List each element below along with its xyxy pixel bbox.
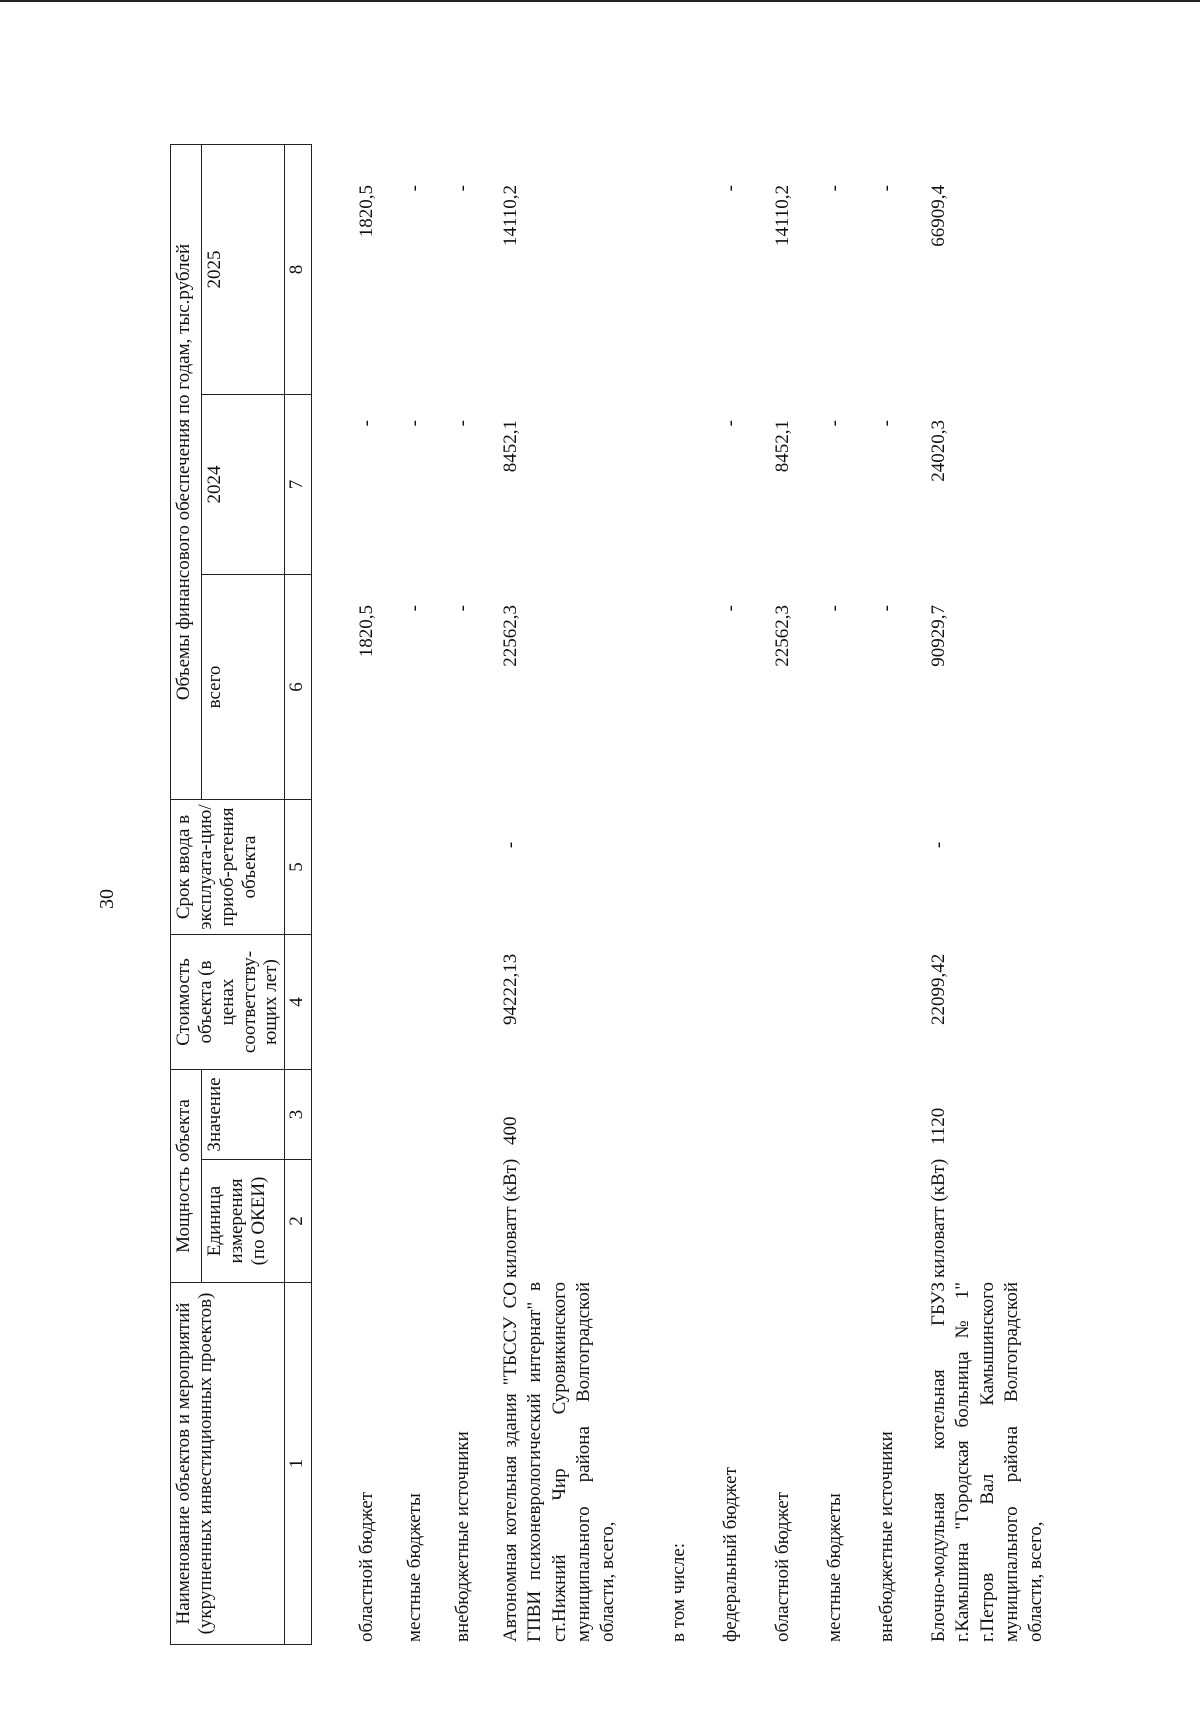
header-capacity: Мощность объекта — [171, 1070, 202, 1283]
table-row — [875, 145, 927, 1645]
table-row — [823, 145, 875, 1645]
header-value: Значение — [202, 1070, 285, 1160]
row-2025: - — [452, 185, 473, 192]
table-row — [451, 145, 499, 1645]
header-cost: Стоимость объекта (в ценах соответству-ющих лет) — [171, 935, 285, 1070]
header-term: Срок ввода в эксплуата-цию/приоб-ретения объекта — [171, 800, 285, 935]
row-2024: 8452,1 — [500, 420, 521, 473]
row-unit: киловатт (кВт) — [500, 1158, 521, 1278]
row-2025: 1820,5 — [356, 185, 377, 238]
rotated-page — [170, 85, 1047, 1645]
header-year-2025: 2025 — [202, 144, 285, 394]
col-number: 1 — [285, 1283, 312, 1645]
col-number: 7 — [285, 395, 312, 575]
row-2025: - — [876, 185, 897, 192]
header-table — [170, 144, 312, 1645]
row-value: 400 — [500, 1116, 521, 1145]
col-number: 6 — [285, 575, 312, 800]
row-2024: - — [720, 420, 741, 427]
row-total: - — [720, 605, 741, 612]
table-row — [927, 145, 1067, 1645]
table-row — [771, 145, 823, 1645]
row-name: внебюджетные источники — [876, 1431, 897, 1642]
row-total: 22562,3 — [500, 605, 521, 667]
row-2024: - — [876, 420, 897, 427]
row-2024: - — [824, 420, 845, 427]
header-total: всего — [202, 575, 285, 800]
row-total: - — [876, 605, 897, 612]
row-2025: 66909,4 — [928, 185, 949, 247]
row-2024: - — [356, 420, 377, 427]
header-funding: Объемы финансового обеспечения по годам, тыс.рублей — [171, 144, 202, 799]
col-number: 3 — [285, 1070, 312, 1160]
row-cost: 94222,13 — [500, 953, 521, 1025]
row-2025: 14110,2 — [772, 185, 793, 247]
table-row — [499, 145, 667, 1645]
col-number: 8 — [285, 144, 312, 394]
row-name: Блочно-модульная котельная ГБУЗ г.Камышина "Городская больница № 1" г.Петров Вал Камышинского муниципального района Волгоградской области, всего, — [928, 1282, 1047, 1642]
row-2024: 8452,1 — [772, 420, 793, 473]
scan-edge-line — [0, 0, 1200, 2]
row-total: 1820,5 — [356, 605, 377, 658]
header-col-name: Наименование объектов и мероприятий (укрупненных инвестиционных проектов) — [171, 1283, 285, 1645]
row-name: областной бюджет — [772, 1491, 793, 1642]
page-number: 30 — [96, 889, 118, 909]
row-name: федеральный бюджет — [720, 1467, 741, 1642]
row-2024: - — [452, 420, 473, 427]
row-2024: 24020,3 — [928, 420, 949, 482]
table-row — [719, 145, 771, 1645]
row-total: 90929,7 — [928, 605, 949, 667]
row-2025: - — [404, 185, 425, 192]
row-2024: - — [404, 420, 425, 427]
row-name: местные бюджеты — [404, 1493, 425, 1642]
header-unit: Единица измерения (по ОКЕИ) — [202, 1160, 285, 1283]
table-body — [355, 145, 1067, 1645]
row-value: 1120 — [928, 1107, 949, 1145]
col-number: 4 — [285, 935, 312, 1070]
table-row — [355, 145, 403, 1645]
table-row — [667, 145, 719, 1645]
row-cost: 22099,42 — [928, 953, 949, 1025]
row-unit: киловатт (кВт) — [928, 1158, 949, 1278]
row-term: - — [500, 841, 521, 849]
row-total: - — [452, 605, 473, 612]
row-name: местные бюджеты — [824, 1493, 845, 1642]
row-total: - — [824, 605, 845, 612]
row-2025: - — [824, 185, 845, 192]
col-number: 2 — [285, 1160, 312, 1283]
row-2025: 14110,2 — [500, 185, 521, 247]
row-total: - — [404, 605, 425, 612]
row-2025: - — [720, 185, 741, 192]
row-name: Автономная котельная здания "ТБССУ СО ГПВИ психоневрологический интернат" в ст.Нижний Чир Суровикинского муниципального района Волгоградской области, всего, — [500, 1282, 619, 1642]
row-name: областной бюджет — [356, 1491, 377, 1642]
row-term: - — [928, 841, 949, 849]
row-name: в том числе: — [668, 1542, 689, 1642]
row-total: 22562,3 — [772, 605, 793, 667]
table-row — [403, 145, 451, 1645]
row-name: внебюджетные источники — [452, 1431, 473, 1642]
col-number: 5 — [285, 800, 312, 935]
header-year-2024: 2024 — [202, 395, 285, 575]
